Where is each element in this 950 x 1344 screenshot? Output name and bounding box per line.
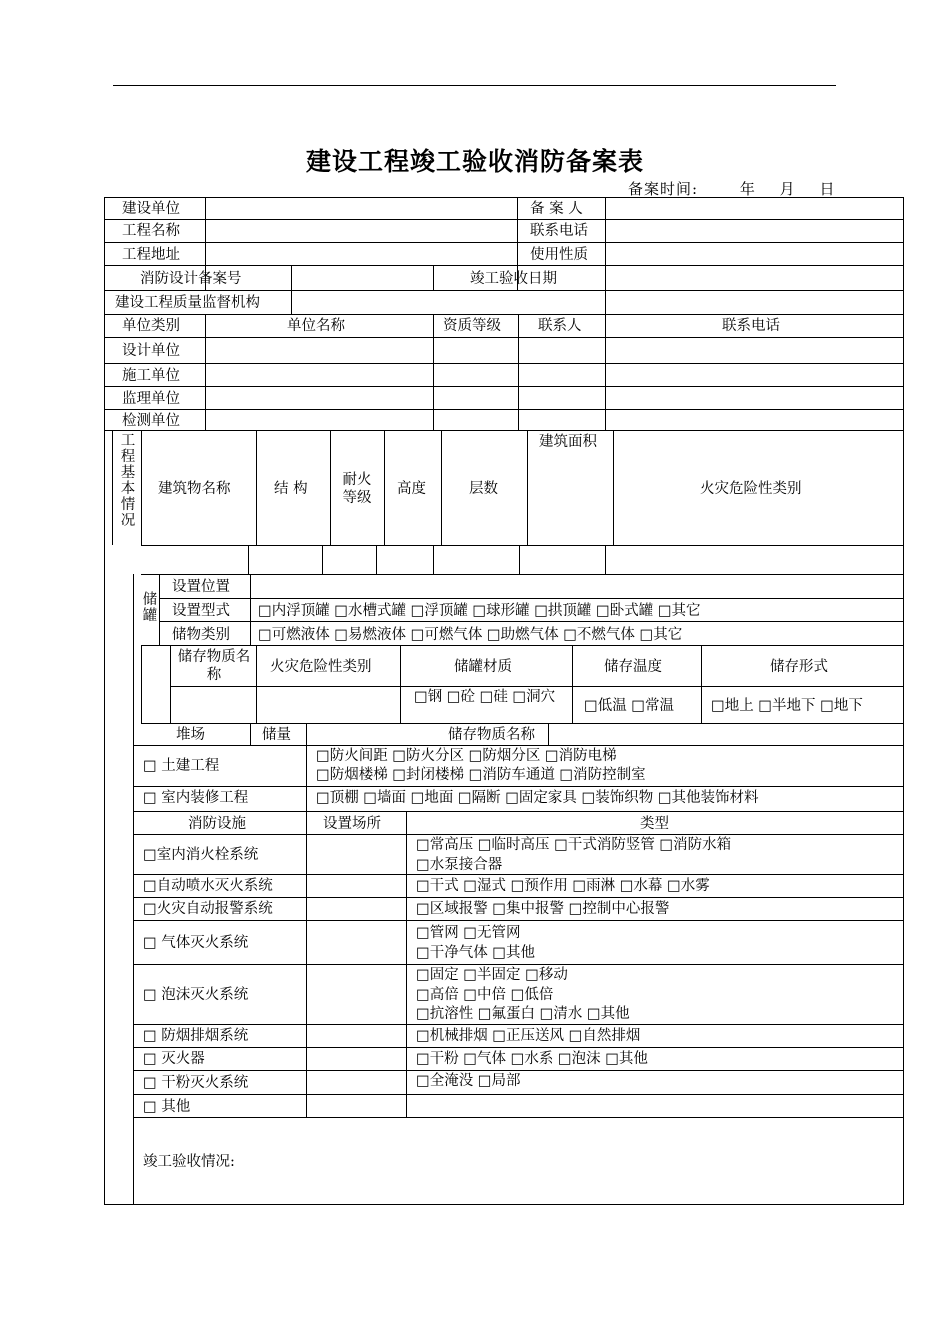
- checkbox-foam-system[interactable]: □ 泡沫灭火系统: [143, 987, 249, 1003]
- label-phone: 联系电话: [530, 223, 588, 239]
- header-height: 高度: [397, 481, 426, 497]
- options-civil-2[interactable]: □防烟楼梯 □封闭楼梯 □消防车通道 □消防控制室: [316, 767, 646, 783]
- options-dry-powder[interactable]: □全淹没 □局部: [416, 1073, 521, 1089]
- options-storage-category[interactable]: □可燃液体 □易燃液体 □可燃气体 □助燃气体 □不燃气体 □其它: [258, 627, 683, 643]
- label-project-address: 工程地址: [122, 247, 180, 263]
- label-storage-category: 储物类别: [172, 627, 230, 643]
- header-unit-type: 单位类别: [122, 318, 180, 334]
- header-fire-facilities: 消防设施: [188, 816, 246, 832]
- header-contact-phone: 联系电话: [722, 318, 780, 334]
- label-quality-supervision: 建设工程质量监督机构: [115, 295, 260, 311]
- options-storage-form[interactable]: □地上 □半地下 □地下: [711, 698, 863, 714]
- header-stored-material: 储存物质名称: [177, 649, 251, 683]
- options-tank-material[interactable]: □钢 □砼 □硅 □洞穴: [414, 689, 556, 705]
- header-storage-temp: 储存温度: [604, 659, 662, 675]
- label-yard-material: 储存物质名称: [448, 727, 535, 743]
- options-sprinkler[interactable]: □干式 □湿式 □预作用 □雨淋 □水幕 □水雾: [416, 878, 710, 894]
- checkbox-sprinkler-system[interactable]: □自动喷水灭火系统: [143, 878, 273, 894]
- options-interior-decoration[interactable]: □顶棚 □墙面 □地面 □隔断 □固定家具 □装饰织物 □其他装饰材料: [316, 790, 759, 806]
- label-testing-unit: 检测单位: [122, 413, 180, 429]
- options-foam-1[interactable]: □固定 □半固定 □移动: [416, 967, 568, 983]
- header-building-area: 建筑面积: [539, 434, 597, 450]
- checkbox-dry-powder-system[interactable]: □ 干粉灭火系统: [143, 1075, 249, 1091]
- checkbox-civil-works[interactable]: □ 土建工程: [143, 758, 220, 774]
- options-fire-alarm[interactable]: □区域报警 □集中报警 □控制中心报警: [416, 901, 670, 917]
- date-month: 月: [779, 180, 796, 198]
- checkbox-fire-alarm-system[interactable]: □火灾自动报警系统: [143, 901, 273, 917]
- date-day: 日: [819, 180, 836, 198]
- checkbox-smoke-control[interactable]: □ 防烟排烟系统: [143, 1028, 249, 1044]
- header-structure: 结 构: [274, 481, 308, 497]
- options-extinguisher[interactable]: □干粉 □气体 □水系 □泡沫 □其他: [416, 1051, 648, 1067]
- options-smoke-control[interactable]: □机械排烟 □正压送风 □自然排烟: [416, 1028, 641, 1044]
- header-fire-resistance: 耐火等级: [342, 472, 372, 506]
- checkbox-gas-system[interactable]: □ 气体灭火系统: [143, 935, 249, 951]
- options-gas-2[interactable]: □干净气体 □其他: [416, 945, 536, 961]
- label-storage-quantity: 储量: [262, 727, 291, 743]
- header-building-name: 建筑物名称: [158, 481, 231, 497]
- options-hydrant-2[interactable]: □水泵接合器: [416, 857, 503, 873]
- label-construction-contractor: 施工单位: [122, 368, 180, 384]
- header-floors: 层数: [469, 481, 498, 497]
- options-foam-2[interactable]: □高倍 □中倍 □低倍: [416, 987, 554, 1003]
- options-hydrant-1[interactable]: □常高压 □临时高压 □干式消防竖管 □消防水箱: [416, 837, 732, 853]
- header-facility-type: 类型: [640, 816, 669, 832]
- label-acceptance-date: 竣工验收日期: [470, 271, 557, 287]
- checkbox-extinguisher[interactable]: □ 灭火器: [143, 1051, 205, 1067]
- label-supervision-unit: 监理单位: [122, 391, 180, 407]
- header-qualification: 资质等级: [443, 318, 501, 334]
- label-completion-status: 竣工验收情况:: [143, 1154, 235, 1170]
- options-civil-1[interactable]: □防火间距 □防火分区 □防烟分区 □消防电梯: [316, 748, 617, 764]
- top-rule: [113, 85, 836, 86]
- label-design-unit: 设计单位: [122, 343, 180, 359]
- label-stockyard: 堆场: [176, 727, 205, 743]
- date-year: 年: [739, 180, 756, 198]
- label-fire-design-record: 消防设计备案号: [140, 271, 242, 287]
- options-storage-temp[interactable]: □低温 □常温: [584, 698, 675, 714]
- side-label-tank: 储罐: [142, 592, 158, 624]
- header-tank-material: 储罐材质: [454, 659, 512, 675]
- page-title: 建设工程竣工验收消防备案表: [305, 147, 644, 176]
- checkbox-interior-decoration[interactable]: □ 室内装修工程: [143, 790, 249, 806]
- header-fire-hazard-class: 火灾危险性类别: [700, 481, 802, 497]
- options-gas-1[interactable]: □管网 □无管网: [416, 925, 521, 941]
- label-construction-unit: 建设单位: [122, 201, 180, 217]
- filing-date: [628, 178, 853, 199]
- date-label: 备案时间:: [628, 180, 699, 198]
- options-tank-type[interactable]: □内浮顶罐 □水槽式罐 □浮顶罐 □球形罐 □拱顶罐 □卧式罐 □其它: [258, 603, 701, 619]
- checkbox-hydrant-system[interactable]: □室内消火栓系统: [143, 847, 259, 863]
- label-project-name: 工程名称: [122, 223, 180, 239]
- header-contact: 联系人: [538, 318, 582, 334]
- label-tank-type: 设置型式: [172, 603, 230, 619]
- header-unit-name: 单位名称: [287, 318, 345, 334]
- options-foam-3[interactable]: □抗溶性 □氟蛋白 □清水 □其他: [416, 1006, 630, 1022]
- label-tank-location: 设置位置: [172, 579, 230, 595]
- header-install-location: 设置场所: [323, 816, 381, 832]
- label-usage: 使用性质: [530, 247, 588, 263]
- checkbox-other-facility[interactable]: □ 其他: [143, 1099, 191, 1115]
- side-label-basic-info: 工程基本情况: [120, 433, 136, 529]
- label-filer: 备 案 人: [530, 201, 583, 217]
- header-tank-hazard-class: 火灾危险性类别: [270, 659, 372, 675]
- header-storage-form: 储存形式: [770, 659, 828, 675]
